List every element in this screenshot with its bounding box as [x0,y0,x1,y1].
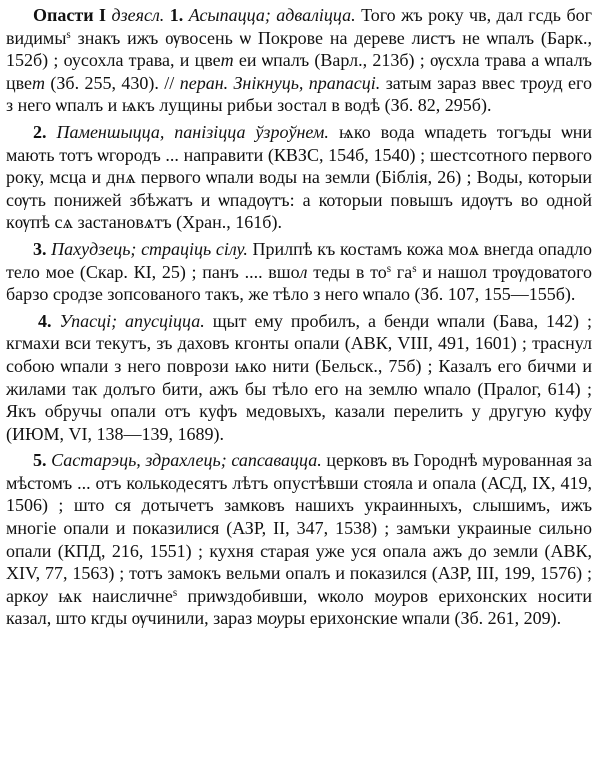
example-text: щыт ему пробилъ, а бенди ѡпали (Бава, 142) ; кгмахи вси текутъ, зъ даховъ кгонты опали (АВК, VIII, 491, 1601) ; траснул собою ѡпали з него поврози ѩко нити (Бельск., 75б) ; Казалъ его бичми и жилами так долъго бити, ажъ бы тѣло его на землю ѡпало (Пралог, 614) ; Якъ обручы опали отъ куфъ медовыхъ, казали перелить у другую куфу (ИЮМ, VI, 138—139, 1689). [6,310,592,444]
superscript: s [66,28,71,41]
sense-number: 1. [169,5,189,25]
example-text: га [391,261,413,282]
sense-definition: Асыпацца; адваліцца. [188,5,356,25]
example-text: ров ерихонских носити казал, што кгды ѹчинили, зараз м [6,585,593,629]
example-text: церковъ въ Городнѣ мурованная за мѣстомъ ... отъ колькодесятъ лѣтъ опустѣвши стояла и опала (АСД, IX, 419, 1506) ; што ся дотычетъ замковъ нашихъ украинныхъ, слышимъ, ижъ многіе опали и показилися (АЗР, II, 347, 1538) ; замъки украиные сильно опали (КПД, 216, 1551) ; кухня старая уже уся опала ажъ до земли (АВК, XIV, 77, 1563) ; тотъ замокъ вельми опалъ и показился (АЗР, III, 199, 1576) ; арк [6,450,592,606]
italic-text: т [32,72,46,93]
example-text: знакъ ижъ ѹвосень ѡ Покрове на дереве листъ не ѡпалъ (Барк., 152б) ; оусохла трава, и цве [6,27,592,71]
sense-paragraph-3 [6,238,592,306]
headword: Опасти I [33,5,112,25]
italic-text: ѹ [31,585,48,606]
sense-number: 4. [38,310,60,331]
sense-paragraph-2 [6,121,592,234]
italic-text: т [220,50,234,71]
sense-paragraph-5 [6,449,592,630]
example-text: ѩк наисличне [47,585,173,606]
example-text: приѡздобивши, ѡколо м [177,585,386,606]
italic-text: ѹ [537,72,554,93]
sense-definition: Упасці; апусціцца. [59,310,205,331]
superscript: s [386,262,392,275]
sense-number: 2. [33,121,57,142]
aspect-note: дзеясл. [111,5,170,25]
sense-paragraph-1 [6,4,592,117]
italic-text: ѹ [385,585,402,606]
example-text: теды в то [307,261,387,282]
example-text: ѩко вода ѡпадеть тогъды ѡни мають тотъ ѡгородъ ... направити (КВЗС, 154б, 1540) ; шестсотного первого року, мсца и днѧ первого ѡпали воды на земли (Біблія, 26) ; Воды, которыи сѹть понижей збѣжатъ и ѡпадѹтъ: а которыи повышъ идѹтъ во одной кѹпѣ сѧ застановѧтъ (Хран., 161б). [6,121,592,233]
sense-definition: Пахудзець; страціць сілу. [51,238,248,259]
superscript: s [412,262,417,275]
example-text: Того жъ року чв, дал гсдь бог видимы [6,5,592,48]
sense-definition: Паменшыцца, панізіцца ўзроўнем. [56,121,329,142]
sense-number: 3. [33,238,52,259]
sense-number: 5. [33,450,52,471]
example-text: еи ѡпалъ (Варл., 213б) ; ѹсхла трава а ѡпалъ цве [6,50,592,93]
example-text: затым зараз ввес тр [380,72,538,93]
superscript: s [172,586,178,599]
example-text: и нашол трѹдоватого барзо сродзе зопсованого такъ, же тѣло з него ѡпало (Зб. 107, 155—155б). [6,261,593,305]
sense-examples [6,450,592,628]
italic-text: перан. Знікнуць, прапасці. [179,72,381,93]
italic-text: ѹ [268,608,285,629]
sense-paragraph-4 [6,310,592,446]
italic-text: л [299,261,308,282]
example-text: Прилпѣ къ костамъ кожа моѧ внегда опадло тело мое (Скар. КІ, 25) ; панъ .... вшо [6,238,592,282]
sense-definition: Састарэць, здрахлець; сапсавацца. [51,450,322,471]
example-text: ры ерихонские ѡпали (Зб. 261, 209). [284,608,562,629]
example-text: д его з него ѡпалъ и ѩкъ лущины рибьи зостал в водѣ (Зб. 82, 295б). [6,72,592,116]
example-text: (Зб. 255, 430). // [45,72,180,93]
